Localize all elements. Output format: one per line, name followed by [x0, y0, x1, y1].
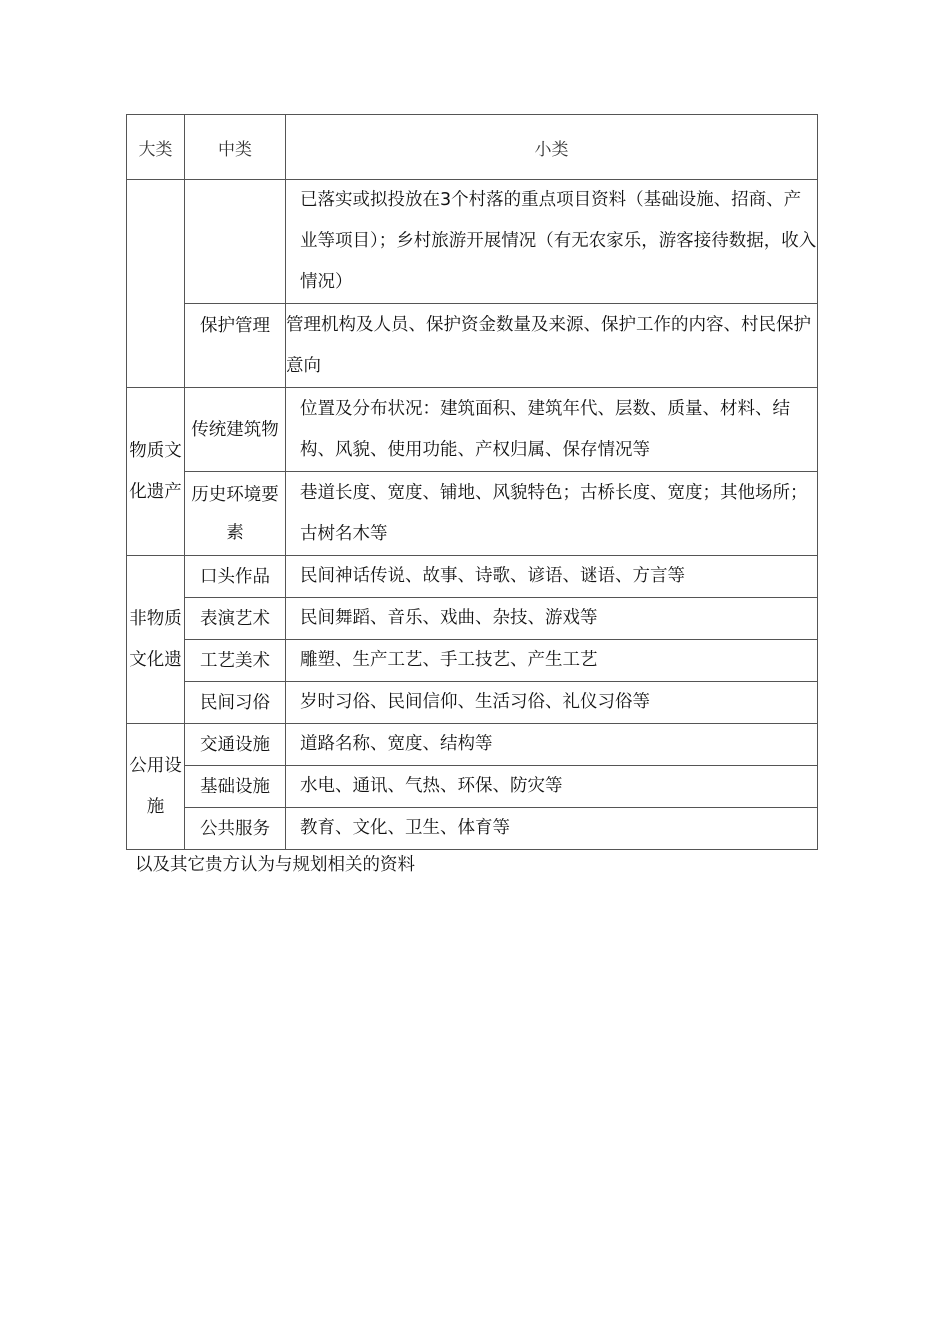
minor-category-cell: 雕塑、生产工艺、手工技艺、产生工艺: [286, 640, 818, 682]
header-minor-category: 小类: [286, 115, 818, 180]
minor-category-cell: 教育、文化、卫生、体育等: [286, 808, 818, 850]
minor-category-cell: 民间舞蹈、音乐、戏曲、杂技、游戏等: [286, 598, 818, 640]
middle-category-cell: 公共服务: [185, 808, 286, 850]
minor-category-cell: 岁时习俗、民间信仰、生活习俗、礼仪习俗等: [286, 682, 818, 724]
middle-category-cell: 传统建筑物: [185, 388, 286, 472]
middle-category-cell: 民间习俗: [185, 682, 286, 724]
minor-category-cell: 位置及分布状况：建筑面积、建筑年代、层数、质量、材料、结构、风貌、使用功能、产权归属、保存情况等: [286, 388, 818, 472]
table-row: [127, 682, 818, 724]
table-row: [127, 598, 818, 640]
middle-category-cell: 基础设施: [185, 766, 286, 808]
table-row: [127, 180, 818, 304]
table-row: [127, 808, 818, 850]
table-row: [127, 556, 818, 598]
middle-category-cell: 口头作品: [185, 556, 286, 598]
table-row: [127, 304, 818, 388]
major-category-cell: 物质文化遗产: [127, 388, 185, 556]
middle-category-cell: 表演艺术: [185, 598, 286, 640]
major-category-cell: 非物质文化遗: [127, 556, 185, 724]
table-header-row: [127, 115, 818, 180]
minor-category-cell: 水电、通讯、气热、环保、防灾等: [286, 766, 818, 808]
middle-category-cell: 交通设施: [185, 724, 286, 766]
footnote-text: 以及其它贵方认为与规划相关的资料: [135, 855, 415, 875]
middle-category-cell: 工艺美术: [185, 640, 286, 682]
minor-category-cell: 道路名称、宽度、结构等: [286, 724, 818, 766]
data-requirements-table: [126, 114, 818, 850]
minor-category-cell: 管理机构及人员、保护资金数量及来源、保护工作的内容、村民保护意向: [286, 304, 818, 388]
header-middle-category: 中类: [185, 115, 286, 180]
minor-category-cell: 巷道长度、宽度、铺地、风貌特色；古桥长度、宽度；其他场所；古树名木等: [286, 472, 818, 556]
minor-category-cell: 已落实或拟投放在3个村落的重点项目资料（基础设施、招商、产业等项目）；乡村旅游开展情况（有无农家乐，游客接待数据，收入情况）: [286, 180, 818, 304]
table-row: [127, 388, 818, 472]
middle-category-cell: [185, 180, 286, 304]
table-row: [127, 472, 818, 556]
table-row: [127, 724, 818, 766]
major-category-cell: [127, 180, 185, 388]
header-major-category: 大类: [127, 115, 185, 180]
minor-category-cell: 民间神话传说、故事、诗歌、谚语、谜语、方言等: [286, 556, 818, 598]
table-row: [127, 640, 818, 682]
table-row: [127, 766, 818, 808]
middle-category-cell: 保护管理: [185, 304, 286, 388]
middle-category-cell: 历史环境要素: [185, 472, 286, 556]
major-category-cell: 公用设施: [127, 724, 185, 850]
